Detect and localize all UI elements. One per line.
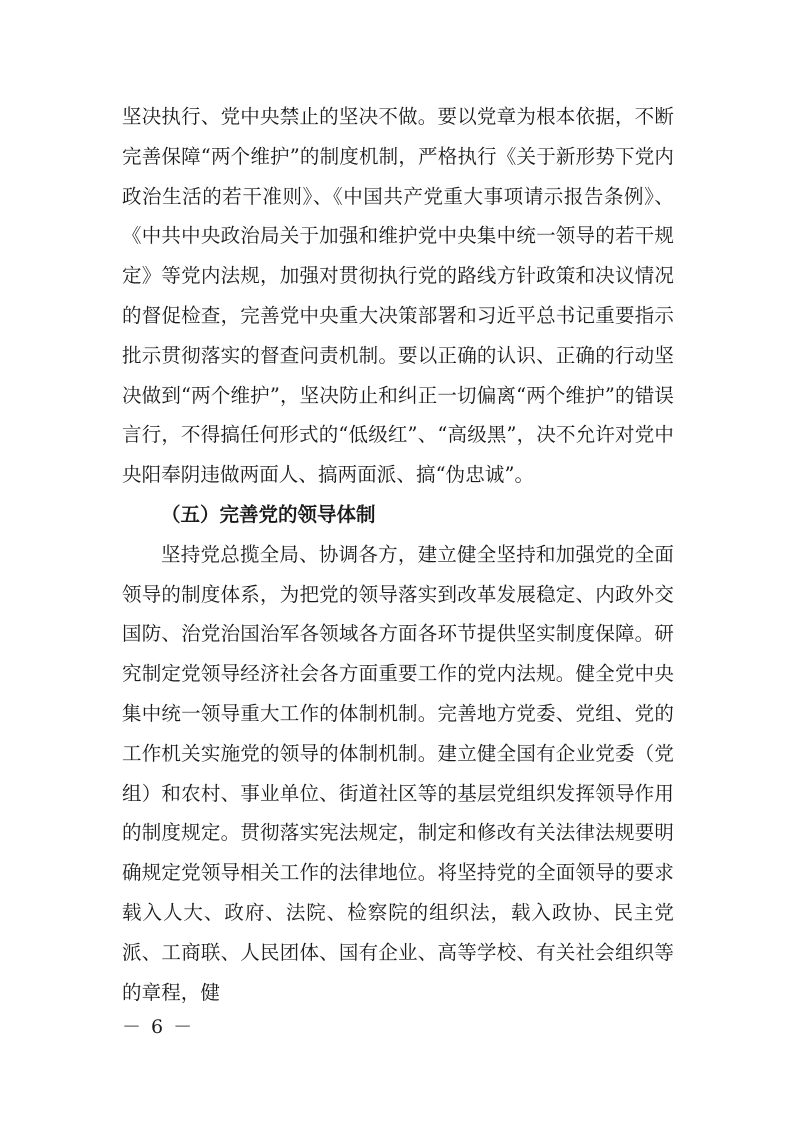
paragraph-body: 坚持党总揽全局、协调各方，建立健全坚持和加强党的全面领导的制度体系，为把党的领导落实到改革发展稳定、内政外交国防、治党治国治军各领域各方面各环节提供坚实制度保障。研究制定党领导经济社会各方面重要工作的党内法规。健全党中央集中统一领导重大工作的体制机制。完善地方党委、党组、党的工作机关实施党的领导的体制机制。建立健全国有企业党委（党组）和农村、事业单位、街道社区等的基层党组织发挥领导作用的制度规定。贯彻落实宪法规定，制定和修改有关法律法规要明确规定党领导相关工作的法律地位。将坚持党的全面领导的要求载入人大、政府、法院、检察院的组织法，载入政协、民主党派、工商联、人民团体、国有企业、高等学校、有关社会组织等的章程，健 [122,542,674,1004]
paragraph-continued: 坚决执行、党中央禁止的坚决不做。要以党章为根本依据，不断完善保障“两个维护”的制度机制，严格执行《关于新形势下党内政治生活的若干准则》、《中国共产党重大事项请示报告条例》、《中共中央政治局关于加强和维护党中央集中统一领导的若干规定》等党内法规，加强对贯彻执行党的路线方针政策和决议情况的督促检查，完善党中央重大决策部署和习近平总书记重要指示批示贯彻落实的督查问责机制。要以正确的认识、正确的行动坚决做到“两个维护”，坚决防止和纠正一切偏离“两个维护”的错误言行，不得搞任何形式的“低级红”、“高级黑”，决不允许对党中央阳奉阴违做两面人、搞两面派、搞“伪忠诚”。 [122,105,674,487]
section-heading: （五）完善党的领导体制 [161,502,376,526]
document-body [122,97,674,1012]
page-number: － 6 － [122,1016,195,1038]
